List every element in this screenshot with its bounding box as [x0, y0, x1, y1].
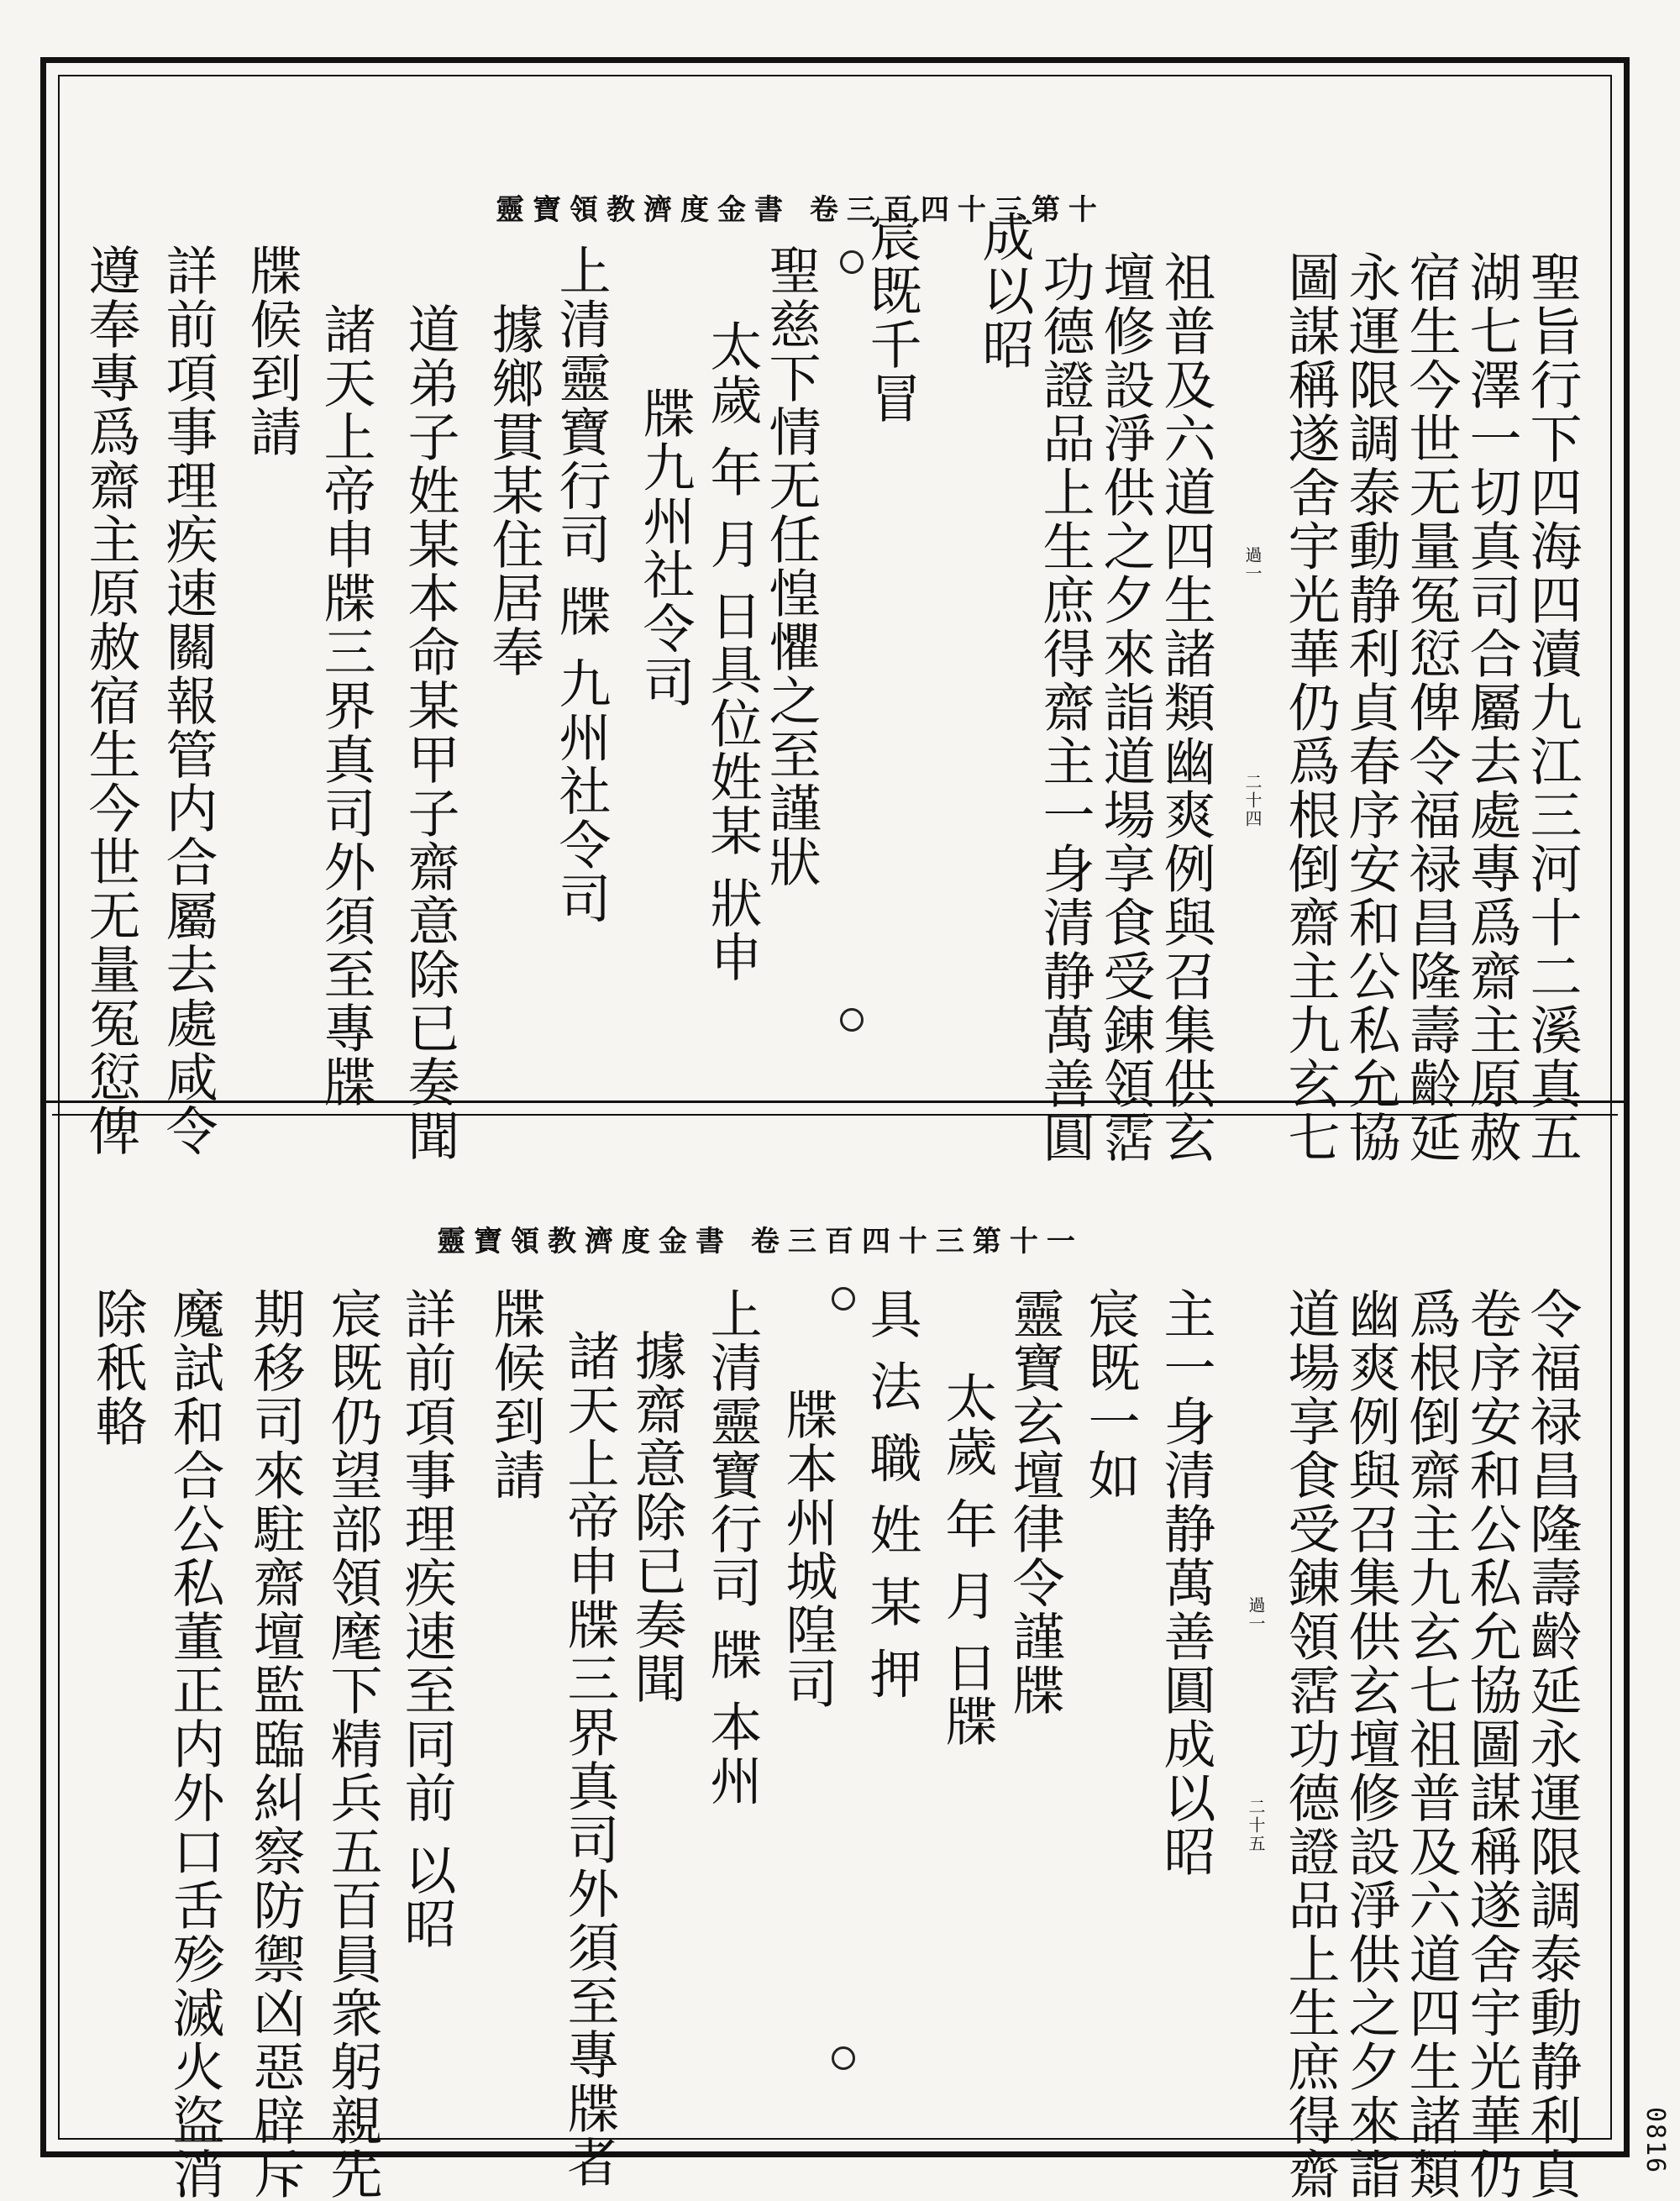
text-column: 上清靈寶行司 牒 本州	[701, 1287, 763, 1808]
text-column: 永運限調泰動静利貞春序安和公私允協	[1340, 250, 1401, 1164]
text-column: 祖普及六道四生諸類幽爽例與召集供玄	[1155, 250, 1216, 1164]
margin-note: 二十五	[1246, 1798, 1266, 1853]
text-column: 宸既仍望部領麾下精兵五百員衆躬親先	[322, 1287, 383, 2201]
text-column: 圖謀稱遂舍宇光華仍爲根倒齋主九玄七	[1279, 250, 1341, 1164]
text-column: 令福禄昌隆壽齡延永運限調泰動静利貞	[1521, 1287, 1583, 2201]
text-column: 爲根倒齋主九玄七祖普及六道四生諸類	[1400, 1287, 1462, 2201]
text-column: 宸既千冒	[861, 210, 922, 425]
text-column: 聖慈下情无任惶懼之至謹狀	[760, 244, 822, 889]
circle-mark	[840, 1008, 864, 1032]
text-column: 成以昭	[974, 210, 1035, 371]
text-column: 太歲 年 月 日牒	[937, 1371, 998, 1749]
bottom-page-header: 靈寶領教濟度金書 卷三百四十三第十一	[437, 1225, 1084, 1258]
margin-note: 二十四	[1242, 773, 1263, 828]
page-number: 0816	[1641, 2107, 1670, 2175]
text-column: 諸天上帝申牒三界真司外須至專牒	[315, 302, 376, 1109]
text-column: 牒候到請	[241, 244, 302, 459]
margin-note: 過一	[1246, 1596, 1266, 1633]
text-column: 魔試和合公私董正内外口舌殄滅火盜消	[164, 1287, 225, 2201]
text-column: 遵奉專爲齋主原赦宿生今世无量冤愆俾	[80, 244, 141, 1158]
text-column: 主一身清静萬善圓成以昭	[1155, 1287, 1216, 1878]
margin-note: 過一	[1242, 546, 1263, 583]
text-column: 太歲 年 月 日具位姓某 狀申	[701, 319, 763, 984]
text-column: 壇修設淨供之夕來詣道場享食受錬領霑	[1095, 250, 1156, 1164]
text-column: 聖旨行下四海四瀆九江三河十二溪真五	[1521, 250, 1583, 1164]
text-column: 據齋意除已奏聞	[626, 1329, 687, 1705]
text-column: 宿生今世无量冤愆俾令福禄昌隆壽齡延	[1400, 250, 1462, 1164]
top-page-header: 靈寶領教濟度金書 卷三百四十三第十	[496, 193, 1105, 227]
text-column: 除秖輅	[87, 1287, 148, 1448]
text-column: 諸天上帝申牒三界真司外須至專牒者	[559, 1329, 620, 2189]
text-column: 上清靈寶行司 牒 九州社令司	[550, 244, 612, 926]
text-column: 靈寶玄壇律令謹牒	[1004, 1287, 1065, 1717]
text-column: 宸既一如	[1079, 1287, 1141, 1502]
text-column: 道場享食受錬領霑功德證品上生庶得齋	[1279, 1287, 1341, 2201]
circle-mark	[832, 2046, 855, 2070]
text-column: 牒九州社令司	[634, 386, 696, 709]
text-column: 道弟子姓某本命某甲子齋意除已奏聞	[399, 302, 460, 1163]
text-column: 期移司來駐齋壇監臨糾察防禦凶惡辟斥	[244, 1287, 306, 2201]
text-column: 據鄉貫某住居奉	[483, 302, 544, 679]
circle-mark	[832, 1287, 855, 1311]
text-column: 牒候到請	[485, 1287, 546, 1502]
text-column: 具 法 職 姓 某 押	[861, 1287, 922, 1701]
text-column: 卷序安和公私允協圖謀稱遂舍宇光華仍	[1461, 1287, 1522, 2201]
text-column: 幽爽例與召集供玄壇修設淨供之夕來詣	[1340, 1287, 1401, 2201]
text-column: 詳前項事理疾速關報管内合屬去處咸令	[157, 244, 218, 1158]
text-column: 詳前項事理疾速至同前 以昭	[396, 1287, 457, 1951]
circle-mark	[840, 250, 864, 274]
text-column: 湖七澤一切真司合屬去處專爲齋主原赦	[1461, 250, 1522, 1164]
text-column: 功德證品上生庶得齋主一身清静萬善圓	[1034, 250, 1095, 1164]
text-column: 牒本州城隍司	[777, 1388, 838, 1710]
